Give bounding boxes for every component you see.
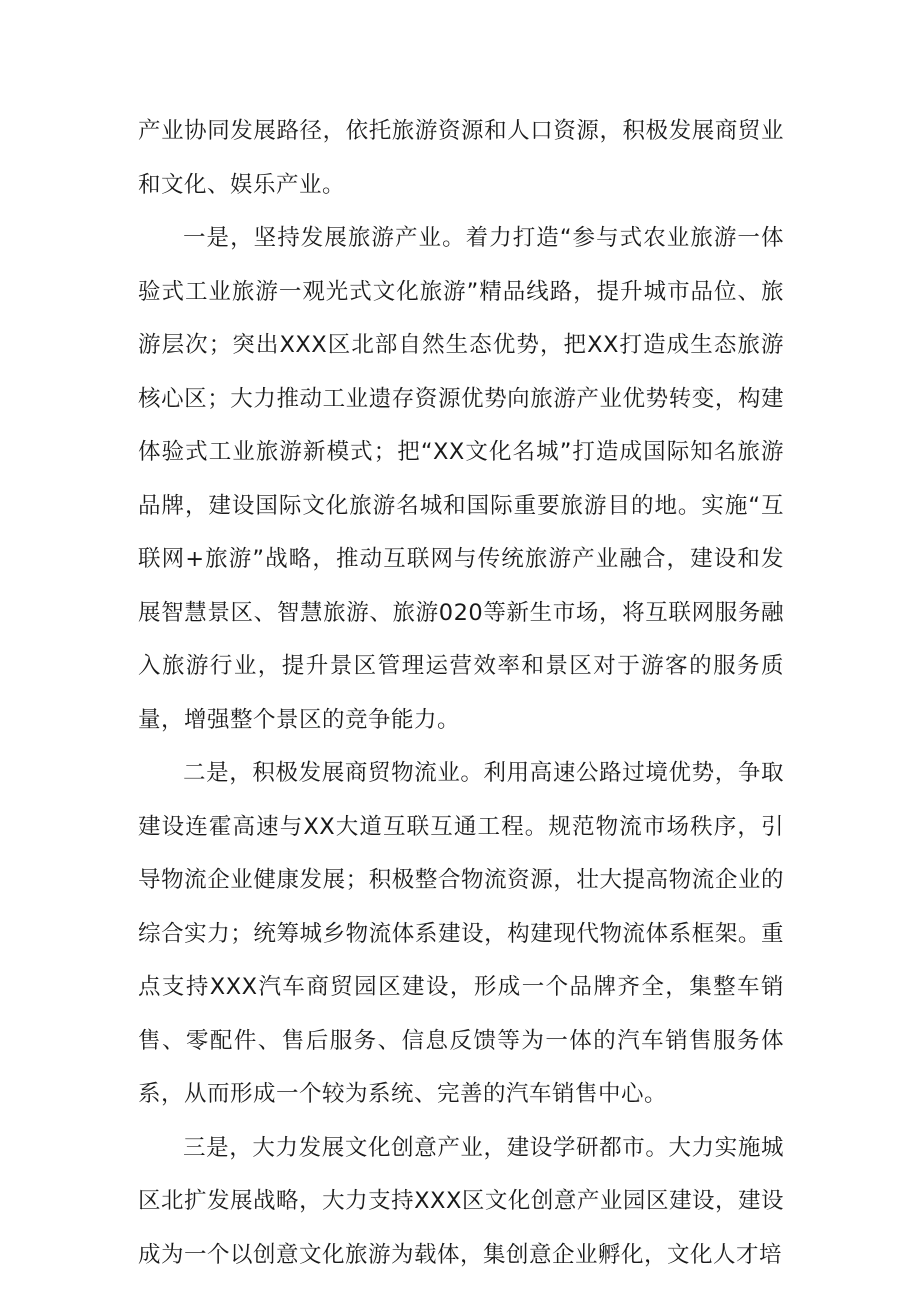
paragraph-intro-continuation: 产业协同发展路径，依托旅游资源和人口资源，积极发展商贸业和文化、娱乐产业。 xyxy=(138,118,784,198)
paragraph-cultural-creative: 三是，大力发展文化创意产业，建设学研都市。大力实施城区北扩发展战略，大力支持XXX区文化创意产业园区建设，建设成为一个以创意文化旅游为载体，集创意企业孵化，文化人才培 xyxy=(138,1134,784,1268)
paragraph-commerce-logistics: 二是，积极发展商贸物流业。利用高速公路过境优势，争取建设连霍高速与XX大道互联互通工程。规范物流市场秩序，引导物流企业健康发展；积极整合物流资源，壮大提高物流企业的综合实力；统筹城乡物流体系建设，构建现代物流体系框架。重点支持XXX汽车商贸园区建设，形成一个品牌齐全，集整车销售、零配件、售后服务、信息反馈等为一体的汽车销售服务体系，从而形成一个较为系统、完善的汽车销售中心。 xyxy=(138,760,784,1107)
paragraph-tourism-industry: 一是，坚持发展旅游产业。着力打造“参与式农业旅游一体验式工业旅游一观光式文化旅游”精品线路，提升城市品位、旅游层次；突出XXX区北部自然生态优势，把XX打造成生态旅游核心区；大力推动工业遗存资源优势向旅游产业优势转变，构建体验式工业旅游新模式；把“XX文化名城”打造成国际知名旅游品牌，建设国际文化旅游名城和国际重要旅游目的地。实施“互联网+旅游”战略，推动互联网与传统旅游产业融合，建设和发展智慧景区、智慧旅游、旅游020等新生市场，将互联网服务融入旅游行业，提升景区管理运营效率和景区对于游客的服务质量，增强整个景区的竞争能力。 xyxy=(138,225,784,733)
document-body xyxy=(138,105,784,1282)
